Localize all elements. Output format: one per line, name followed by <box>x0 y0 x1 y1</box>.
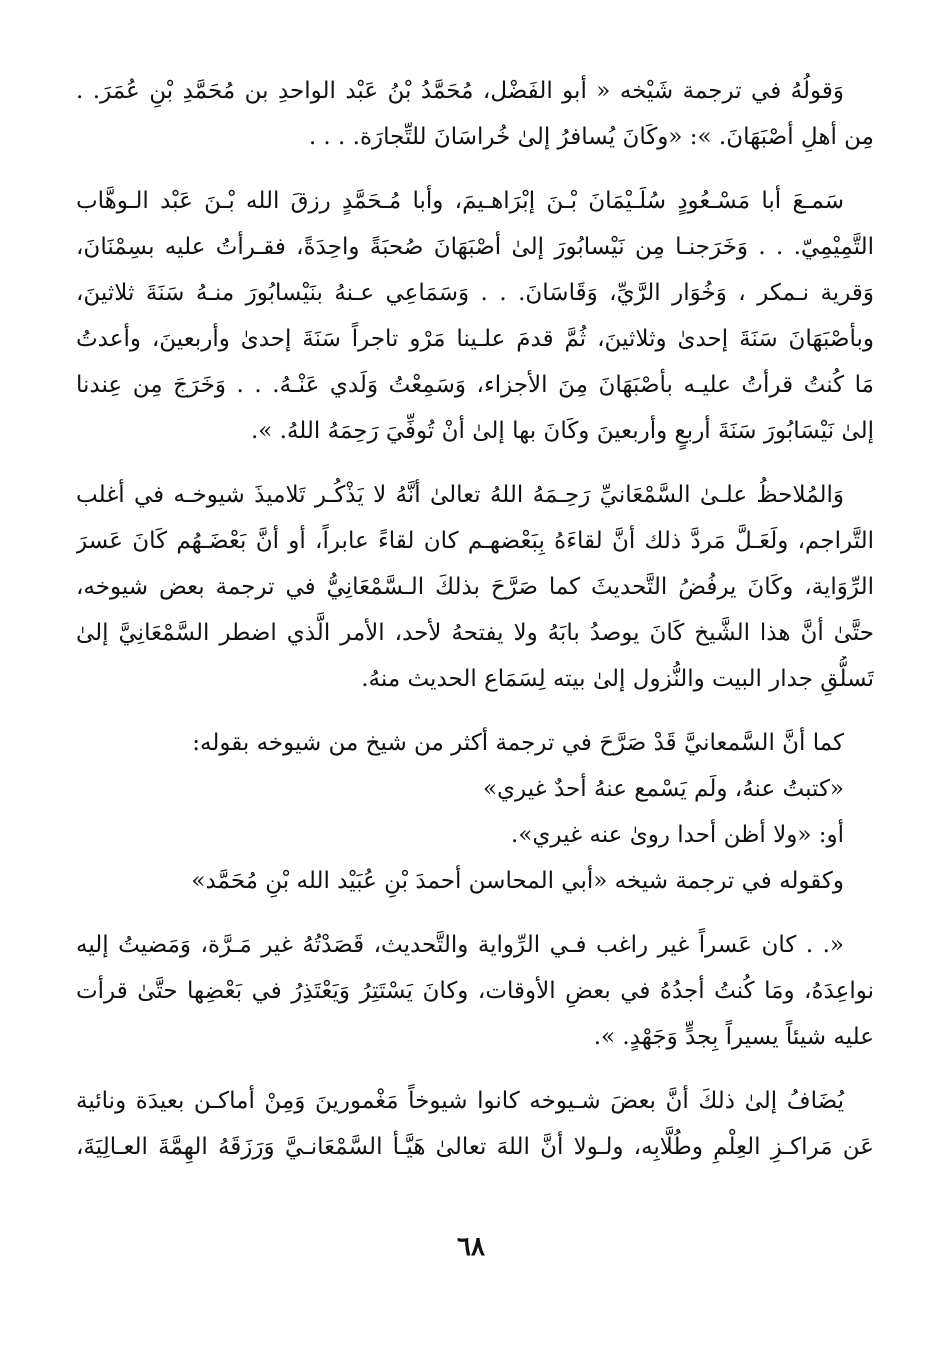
text-line: عليه شيئاً يسيراً بِجدٍّ وَجَهْدٍ. ». <box>593 1024 874 1050</box>
text-line: سَمـعَ أبا مَسْـعُودٍ سُلَـيْمَانَ بْـنَ إبْرَاهـيمَ، وأبا مُـحَمَّدٍ رزقَ الله بْـنَ عَبْد الـوهَّاب <box>76 188 844 214</box>
paragraph-2 <box>76 178 874 454</box>
quote-line: أو: «ولا أظن أحدا روىٰ عنه غيري». <box>511 822 844 848</box>
paragraph-3 <box>76 472 874 702</box>
text-line: «. . كان عَسراً غير راغب فـي الرِّواية والتَّحديث، قَصَدْتُهُ غير مَـرَّة، وَمَضيتُ إليه <box>76 932 844 958</box>
text-line: مَا كُنتُ قرأتُ عليـه بأصْبَهَانَ مِنَ الأجزاء، وَسَمِعْتُ وَلَدي عَنْـهُ. . . وَخَرَجَ مِن عِندنا <box>76 372 874 398</box>
page-number: ٦٨ <box>457 1232 485 1262</box>
paragraph-1 <box>76 68 874 160</box>
text-line: مِن أهلِ أصْبَهَانَ. »: «وكَانَ يُسافرُ إلىٰ خُراسَانَ للتِّجارَة. . . . <box>308 124 874 150</box>
text-line: وَقولُهُ في ترجمة شَيْخه « أبو الفَضْل، مُحَمَّدُ بْنُ عَبْد الواحدِ بن مُحَمَّدِ بْنِ عُمَرَ. . <box>76 78 844 104</box>
paragraph-4 <box>76 720 874 904</box>
text-line: تَسلُّقِ جدار البيت والنُّزول إلىٰ بيته لِسَمَاع الحديث منهُ. <box>361 666 874 692</box>
text-line: إلىٰ نَيْسَابُورَ سَنَةَ أربعٍ وأربعينَ وكَانَ بها إلىٰ أنْ تُوفِّيَ رَحِمَهُ اللهُ. ». <box>250 418 874 444</box>
text-line: التَّمِيْمِيّ. . . وَخَرَجنـا مِن نَيْسابُورَ إلىٰ أصْبَهَانَ صُحبَةً واحِدَةً، فقـرأتُ عليه بسِمْنَانَ، <box>76 234 874 260</box>
paragraph-6 <box>76 1078 874 1170</box>
text-line: نواعِدَهُ، ومَا كُنتُ أجدُهُ في بعضِ الأوقات، وكانَ يَسْتَتِرُ وَيَعْتَذِرُ في بَعْضِها حتَّىٰ قرأت <box>76 978 874 1004</box>
text-line: يُضَافُ إلىٰ ذلكَ أنَّ بعضَ شـيوخه كانوا شيوخاً مَغْمورينَ وَمِنْ أماكـن بعيدَة ونائية <box>76 1088 844 1114</box>
text-line: وكقوله في ترجمة شيخه «أبي المحاسن أحمدَ بْنِ عُبَيْد الله بْنِ مُحَمَّد» <box>191 868 844 894</box>
text-line: وبأصْبَهَانَ سَنَةَ إحدىٰ وثلاثينَ، ثُمَّ قدمَ علـينا مَرْو تاجراً سَنَةَ إحدىٰ وأربعينَ، وأعدتُ <box>76 326 874 352</box>
text-line: وَالمُلاحظُ علـىٰ السَّمْعَانيِّ رَحِـمَهُ اللهُ تعالىٰ أنَّهُ لا يَذْكُـر تَلاميذَ شيوخـه في أغلب <box>76 482 844 508</box>
text-line: التَّراجم، ولَعَـلَّ مَردَّ ذلك أنَّ لقاءَهُ بِبَعْضهـم كان لقاءً عابراً، أو أنَّ بَعْضَـهُم كَانَ عَسرَ <box>76 528 874 554</box>
text-line: حتَّىٰ أنَّ هذا الشَّيخ كَانَ يوصدُ بابَهُ ولا يفتحهُ لأحد، الأمر الَّذي اضطر السَّمْعَانِيَّ إلىٰ <box>76 620 874 646</box>
quote-line: «كتبتُ عنهُ، ولَم يَسْمع عنهُ أحدٌ غيري» <box>482 776 844 802</box>
text-line: وَقرية نـمكر ، وَخُوَار الرَّيِّ، وَقَاسَانَ. . . وَسَمَاعِي عـنهُ بنَيْسابُورَ منـهُ سَنَةَ ثلاثينَ، <box>76 280 874 306</box>
paragraph-5 <box>76 922 874 1060</box>
text-line: الرِّوَاية، وكَانَ يرفُضُ التَّحديثَ كما صَرَّحَ بذلكَ الـسَّمْعَانِيُّ في ترجمة بعض شيوخه، <box>76 574 874 600</box>
text-line: عَن مَراكـزِ العِلْمِ وطُلَّابِه، ولـولا أنَّ اللهَ تعالىٰ هَيَّـأ السَّمْعَانـيَّ وَرَزَقَهُ الهِمَّةَ العـالِيَةَ، <box>76 1134 874 1160</box>
text-line: كما أنَّ السَّمعانيَّ قَدْ صَرَّحَ في ترجمة أكثر من شيخ من شيوخه بقوله: <box>192 730 844 756</box>
